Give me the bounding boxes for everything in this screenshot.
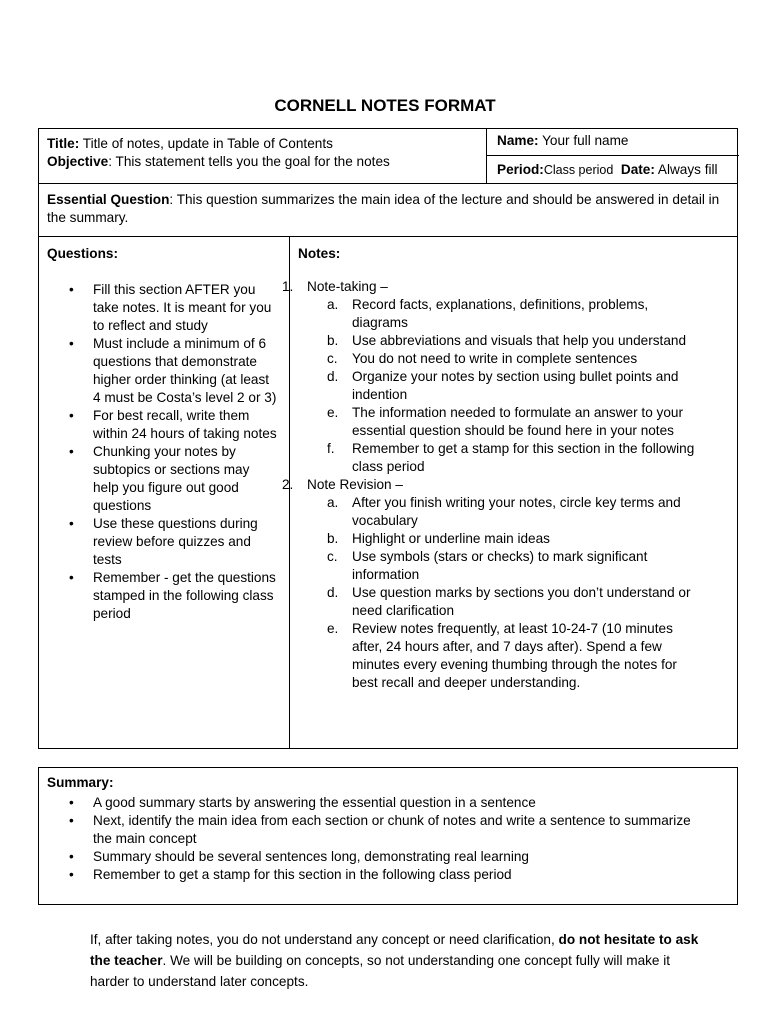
list-item: • Fill this section AFTER you take notes. It is meant for you to reflect and study xyxy=(57,281,277,335)
item-text: After you finish writing your notes, circle key terms and vocabulary xyxy=(352,495,681,528)
item-letter: e. xyxy=(327,405,339,420)
footer-note xyxy=(90,929,700,992)
name-period-block xyxy=(486,129,739,183)
list-item xyxy=(282,494,697,530)
item-text: Review notes frequently, at least 10-24-7 (10 minutes after, 24 hours after, and 7 days after). Spend a few minutes every evening thumbing through the notes for best recall and deeper understanding. xyxy=(352,621,677,690)
item-letter: b. xyxy=(327,531,339,546)
item-letter: c. xyxy=(327,351,338,366)
notes-content xyxy=(282,278,697,692)
item-letter: e. xyxy=(327,621,339,636)
notes-main-box xyxy=(38,236,738,749)
section-title: Note-taking – xyxy=(307,279,388,294)
objective-value: : This statement tells you the goal for the notes xyxy=(108,154,390,169)
item-letter: b. xyxy=(327,333,339,348)
item-letter: a. xyxy=(327,297,339,312)
name-field xyxy=(487,129,739,156)
item-text: You do not need to write in complete sentences xyxy=(352,351,638,366)
essential-question-value: : This question summarizes the main idea of the lecture and should be answered in detail in the summary. xyxy=(47,192,720,225)
list-item: • Chunking your notes by subtopics or sections may help you figure out good questions xyxy=(57,443,277,515)
questions-list xyxy=(57,281,277,623)
title-line xyxy=(47,135,390,153)
section-number: 1. xyxy=(282,279,294,294)
name-value: Your full name xyxy=(538,133,629,148)
list-item: • Remember - get the questions stamped in the following class period xyxy=(57,569,277,623)
list-item xyxy=(282,584,697,620)
item-letter: d. xyxy=(327,585,339,600)
list-item xyxy=(282,332,697,350)
list-item xyxy=(282,350,697,368)
summary-box xyxy=(38,767,738,905)
item-text: Use question marks by sections you don’t understand or need clarification xyxy=(352,585,691,618)
title-objective-block xyxy=(47,135,390,171)
title-value: Title of notes, update in Table of Contents xyxy=(79,136,333,151)
item-text: Highlight or underline main ideas xyxy=(352,531,550,546)
list-item: • Must include a minimum of 6 questions that demonstrate higher order thinking (at least 4 must be Costa’s level 2 or 3) xyxy=(57,335,277,407)
period-label: Period: xyxy=(497,162,544,177)
title-label: Title: xyxy=(47,136,80,151)
item-text: Use symbols (stars or checks) to mark significant information xyxy=(352,549,648,582)
summary-heading: Summary: xyxy=(47,775,114,790)
list-item xyxy=(282,548,697,584)
list-item: • Remember to get a stamp for this section in the following class period xyxy=(57,866,697,884)
essential-question-text xyxy=(47,191,727,227)
footer-text-1: If, after taking notes, you do not understand any concept or need clarification, xyxy=(90,932,559,947)
page-title: CORNELL NOTES FORMAT xyxy=(274,96,496,115)
notes-section-title xyxy=(282,476,697,494)
list-item xyxy=(282,404,697,440)
item-letter: f. xyxy=(327,441,335,456)
item-letter: d. xyxy=(327,369,339,384)
period-date-field xyxy=(487,156,739,183)
section-number: 2. xyxy=(282,477,294,492)
summary-list xyxy=(57,794,697,884)
footer-bold: do not hesitate to ask the teacher xyxy=(90,932,699,968)
name-label: Name: xyxy=(497,133,539,148)
list-item: • Next, identify the main idea from each section or chunk of notes and write a sentence to summarize the main concept xyxy=(57,812,697,848)
objective-line xyxy=(47,153,390,171)
item-letter: a. xyxy=(327,495,339,510)
item-letter: c. xyxy=(327,549,338,564)
section-title: Note Revision – xyxy=(307,477,403,492)
list-item xyxy=(282,368,697,404)
list-item xyxy=(282,620,697,692)
list-item xyxy=(282,296,697,332)
essential-question-label: Essential Question xyxy=(47,192,170,207)
essential-question-box xyxy=(38,183,738,237)
footer-text-2: . We will be building on concepts, so not understanding one concept fully will make it harder to understand later concepts. xyxy=(90,953,671,989)
item-text: The information needed to formulate an answer to your essential question should be found here in your notes xyxy=(352,405,683,438)
list-item: • Summary should be several sentences long, demonstrating real learning xyxy=(57,848,697,866)
notes-section-title xyxy=(282,278,697,296)
item-text: Remember to get a stamp for this section in the following class period xyxy=(352,441,695,474)
objective-label: Objective xyxy=(47,154,109,169)
list-item: • For best recall, write them within 24 hours of taking notes xyxy=(57,407,277,443)
list-item xyxy=(282,530,697,548)
list-item: • A good summary starts by answering the essential question in a sentence xyxy=(57,794,697,812)
header-box xyxy=(38,128,738,184)
item-text: Record facts, explanations, definitions, problems, diagrams xyxy=(352,297,649,330)
period-value: Class period xyxy=(543,163,614,177)
list-item: • Use these questions during review before quizzes and tests xyxy=(57,515,277,569)
questions-heading: Questions: xyxy=(47,246,118,261)
notes-heading: Notes: xyxy=(298,246,341,261)
item-text: Use abbreviations and visuals that help you understand xyxy=(352,333,687,348)
date-label: Date: xyxy=(620,162,655,177)
date-value: Always fill xyxy=(654,162,718,177)
list-item xyxy=(282,440,697,476)
item-text: Organize your notes by section using bullet points and indention xyxy=(352,369,679,402)
